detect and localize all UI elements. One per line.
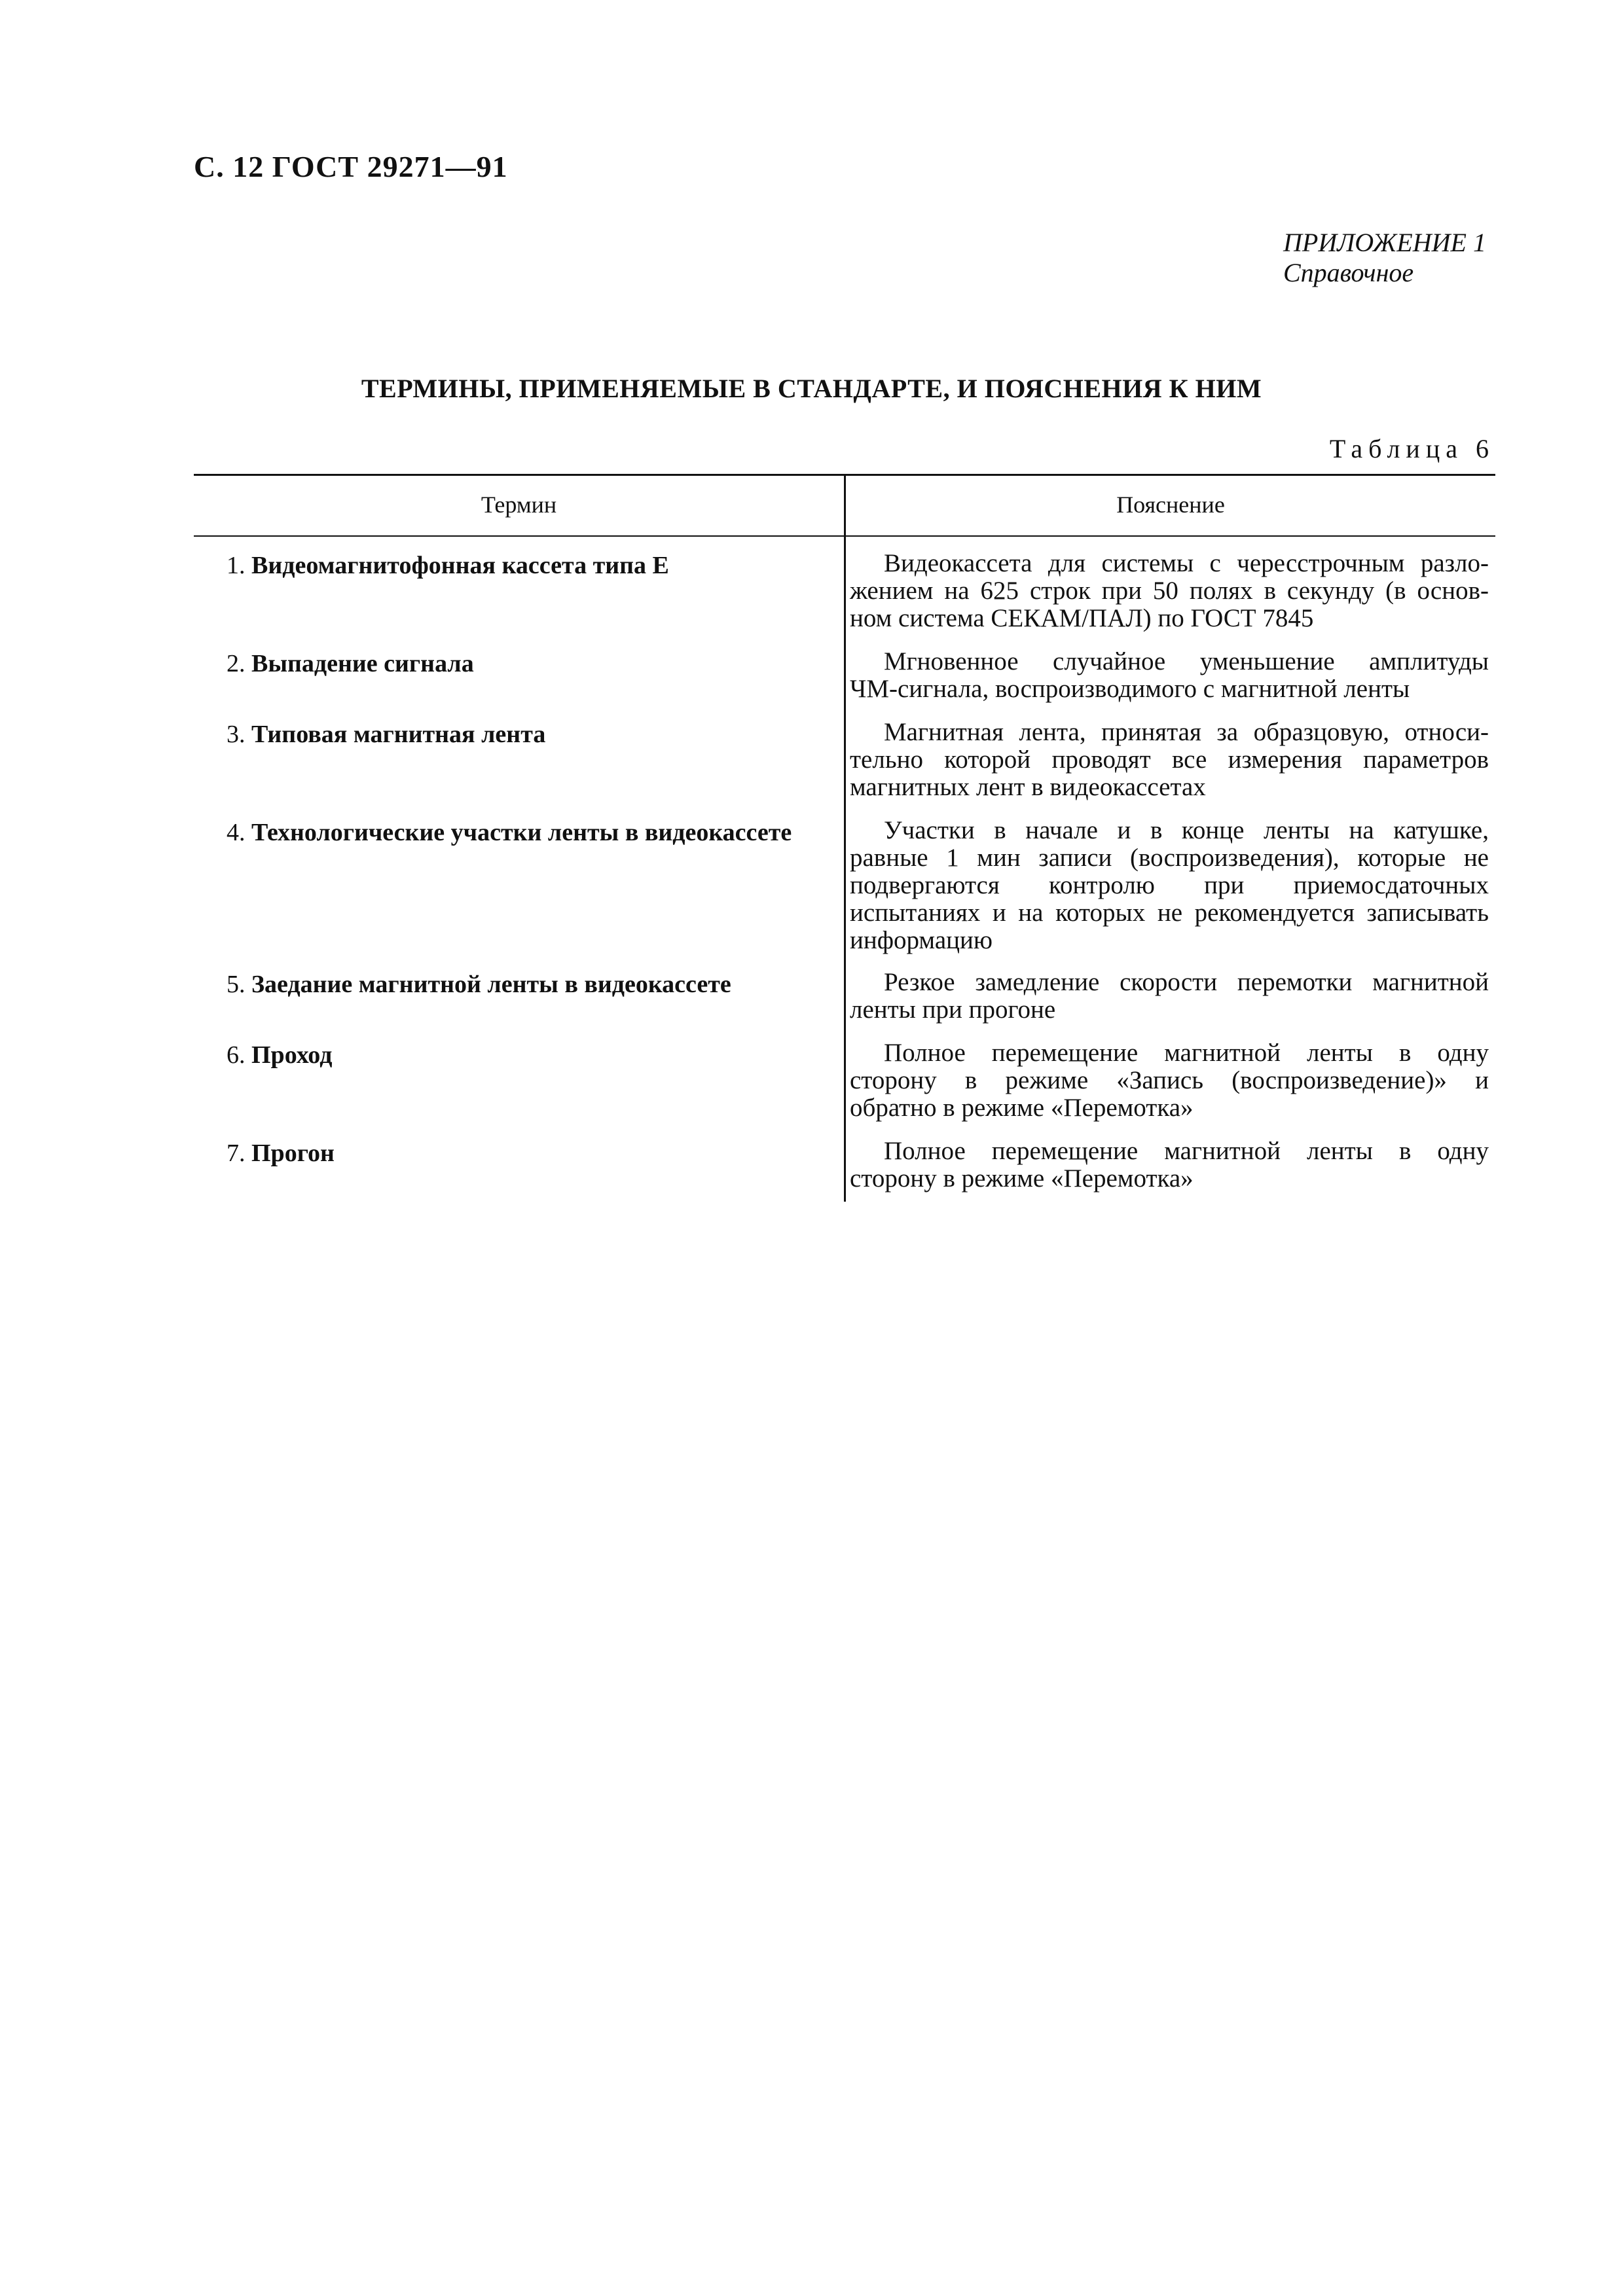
- table-row-explanation: [850, 550, 1489, 632]
- table-row-explanation: [850, 817, 1489, 954]
- table-row-explanation: [850, 1138, 1489, 1193]
- term-name: Прогон: [251, 1139, 335, 1167]
- explanation-line: магнитных лент в видеокассетах: [850, 773, 1206, 801]
- column-header-term: Термин: [481, 492, 557, 518]
- term-number: 6.: [227, 1041, 246, 1069]
- explanation-line: Магнитная лента, принятая за образцовую, относи-: [884, 718, 1489, 746]
- explanation-line: жением на 625 строк при 50 полях в секунду (в основ-: [850, 577, 1489, 605]
- term-number: 2.: [227, 650, 246, 677]
- explanation-line: ном система СЕКАМ/ПАЛ) по ГОСТ 7845: [850, 604, 1314, 632]
- table-label: Таблица 6: [1329, 434, 1495, 463]
- term-number: 7.: [227, 1139, 246, 1167]
- term-name: Проход: [251, 1041, 333, 1069]
- explanation-line: Участки в начале и в конце ленты на катушке,: [884, 816, 1489, 844]
- explanation-line: ЧМ-сигнала, воспроизводимого с магнитной ленты: [850, 675, 1410, 703]
- table-row-term: [227, 551, 669, 580]
- term-number: 5.: [227, 971, 246, 998]
- term-name: Технологические участки ленты в видеокассете: [251, 819, 792, 846]
- table-row-term: [227, 970, 731, 999]
- explanation-line: испытаниях и на которых не рекомендуется записывать: [850, 899, 1489, 927]
- explanation-line: Полное перемещение магнитной ленты в одну: [884, 1039, 1489, 1067]
- appendix-subtitle: Справочное: [1283, 258, 1414, 287]
- explanation-line: тельно которой проводят все измерения параметров: [850, 745, 1489, 774]
- explanation-line: ленты при прогоне: [850, 996, 1056, 1024]
- term-number: 1.: [227, 552, 246, 579]
- appendix-block: [1283, 228, 1486, 288]
- term-number: 4.: [227, 819, 246, 846]
- table-row-term: [227, 818, 792, 847]
- table-row-term: [227, 649, 474, 678]
- table-row-explanation: [850, 1039, 1489, 1122]
- explanation-line: обратно в режиме «Перемотка»: [850, 1094, 1194, 1122]
- term-name: Типовая магнитная лента: [251, 721, 546, 748]
- term-name: Выпадение сигнала: [251, 650, 474, 677]
- explanation-line: Полное перемещение магнитной ленты в одну: [884, 1137, 1489, 1165]
- column-header-explanation: Пояснение: [1116, 492, 1225, 518]
- explanation-line: подвергаются контролю при приемосдаточных: [850, 871, 1489, 899]
- table-row-explanation: [850, 969, 1489, 1024]
- explanation-line: Видеокассета для системы с чересстрочным разло-: [884, 549, 1489, 577]
- appendix-title: ПРИЛОЖЕНИЕ 1: [1283, 228, 1486, 257]
- page-header-code: С. 12 ГОСТ 29271—91: [194, 150, 508, 183]
- table-row-term: [227, 1139, 335, 1168]
- explanation-line: сторону в режиме «Перемотка»: [850, 1164, 1194, 1193]
- table-row-term: [227, 720, 545, 749]
- explanation-line: информацию: [850, 926, 993, 954]
- table-row-explanation: [850, 648, 1489, 703]
- term-name: Видеомагнитофонная кассета типа Е: [251, 552, 669, 579]
- explanation-line: Резкое замедление скорости перемотки магнитной: [884, 968, 1489, 996]
- explanation-line: Мгновенное случайное уменьшение амплитуды: [884, 647, 1489, 675]
- term-name: Заедание магнитной ленты в видеокассете: [251, 971, 731, 998]
- table-column-divider: [844, 474, 846, 1202]
- term-number: 3.: [227, 721, 246, 748]
- explanation-line: равные 1 мин записи (воспроизведения), которые не: [850, 844, 1489, 872]
- table-row-explanation: [850, 719, 1489, 801]
- explanation-line: сторону в режиме «Запись (воспроизведение)» и: [850, 1066, 1489, 1094]
- table-row-term: [227, 1041, 332, 1069]
- document-title: ТЕРМИНЫ, ПРИМЕНЯЕМЫЕ В СТАНДАРТЕ, И ПОЯСНЕНИЯ К НИМ: [361, 374, 1262, 403]
